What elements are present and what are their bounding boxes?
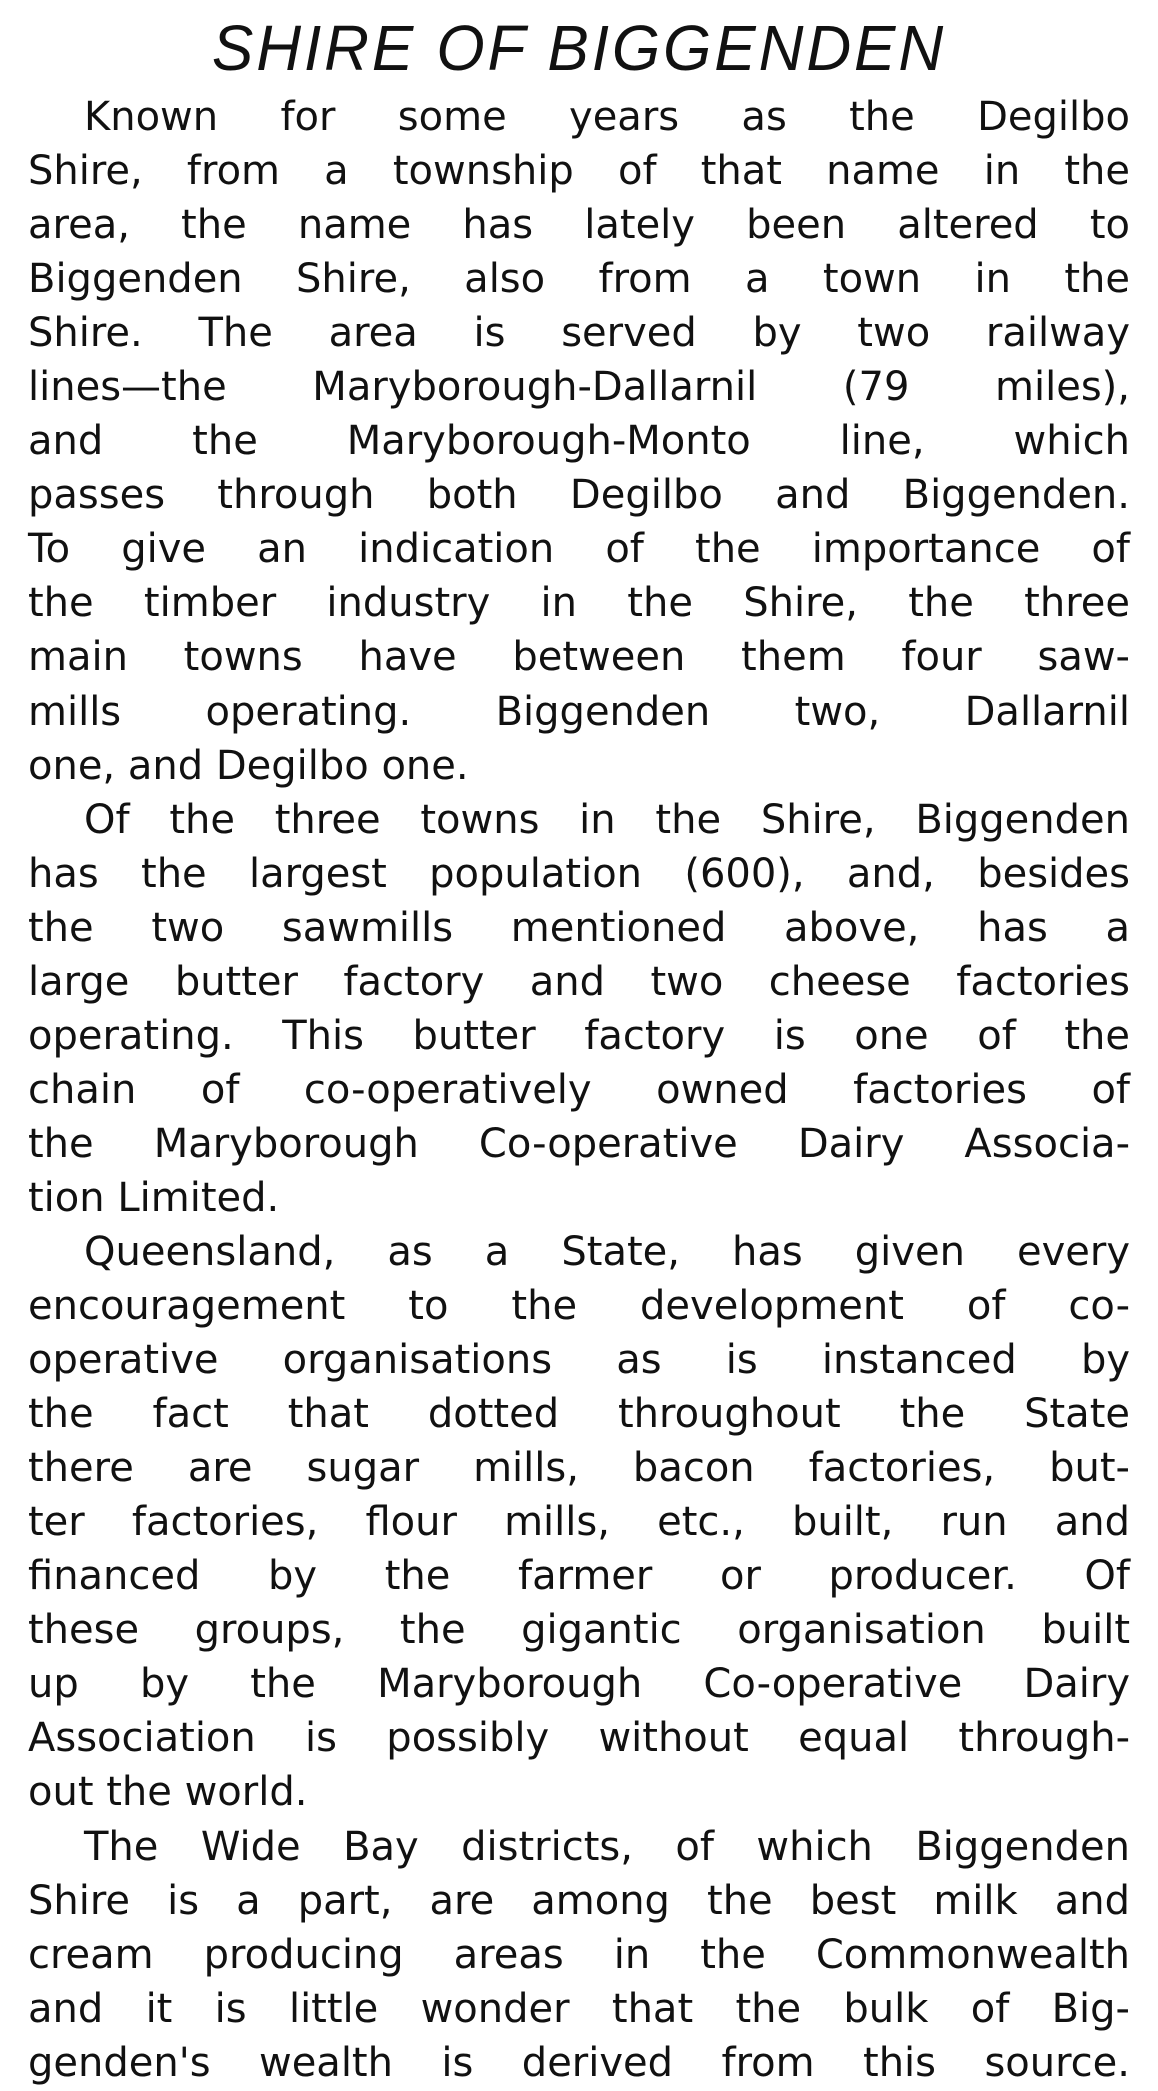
text-line: Shire is a part, are among the best milk and (28, 1877, 1130, 1924)
text-line: tion Limited. (28, 1174, 280, 1221)
text-line: Shire, from a township of that name in the (28, 148, 1130, 195)
article-body (28, 90, 1130, 2090)
text-line: operative organisations as is instanced by (28, 1337, 1130, 1384)
text-line: the fact that dotted throughout the State (28, 1391, 1130, 1438)
text-line: has the largest population (600), and, besides (28, 850, 1130, 897)
text-line: the Maryborough Co-operative Dairy Associa- (28, 1120, 1130, 1167)
text-line: cream producing areas in the Commonwealth (28, 1931, 1130, 1978)
text-line: lines—the Maryborough-Dallarnil (79 miles), (28, 364, 1130, 411)
text-line: up by the Maryborough Co-operative Dairy (28, 1661, 1130, 1708)
text-line: and it is little wonder that the bulk of Big- (28, 1985, 1130, 2032)
text-line: Of the three towns in the Shire, Biggenden (84, 796, 1130, 843)
text-line: these groups, the gigantic organisation built (28, 1607, 1130, 1654)
text-line: and the Maryborough-Monto line, which (28, 418, 1130, 465)
text-line: Shire. The area is served by two railway (28, 310, 1130, 357)
text-line: genden's wealth is derived from this source. (28, 2039, 1130, 2086)
text-line: out the world. (28, 1769, 308, 1816)
text-line: Known for some years as the Degilbo (84, 94, 1130, 140)
article-title: SHIRE OF BIGGENDEN (211, 12, 947, 84)
text-line: main towns have between them four saw- (28, 634, 1130, 681)
text-line: chain of co-operatively owned factories of (28, 1066, 1130, 1113)
text-line: The Wide Bay districts, of which Biggenden (84, 1823, 1130, 1870)
paragraph-degilbo-shire (28, 90, 1130, 793)
text-line: area, the name has lately been altered to (28, 202, 1130, 249)
text-line: operating. This butter factory is one of the (28, 1012, 1130, 1059)
paragraph-three-towns (28, 793, 1130, 1225)
text-line: Queensland, as a State, has given every (84, 1228, 1130, 1275)
text-line: mills operating. Biggenden two, Dallarnil (28, 688, 1130, 735)
text-line: the timber industry in the Shire, the three (28, 580, 1130, 627)
text-line: To give an indication of the importance of (28, 526, 1130, 573)
text-line: the two sawmills mentioned above, has a (28, 904, 1130, 951)
text-line: Biggenden Shire, also from a town in the (28, 256, 1130, 303)
text-line: there are sugar mills, bacon factories, but- (28, 1445, 1130, 1492)
text-line: financed by the farmer or producer. Of (28, 1553, 1130, 1600)
paragraph-queensland-co-operatives (28, 1225, 1130, 1820)
paragraph-wide-bay-districts (28, 1820, 1130, 2090)
text-line: ter factories, flour mills, etc., built, run and (28, 1499, 1130, 1546)
text-line: large butter factory and two cheese factories (28, 958, 1130, 1005)
text-line: encouragement to the development of co- (28, 1283, 1130, 1330)
text-line: Association is possibly without equal through- (28, 1715, 1130, 1762)
text-line: passes through both Degilbo and Biggenden. (28, 472, 1130, 519)
text-line: one, and Degilbo one. (28, 742, 469, 789)
